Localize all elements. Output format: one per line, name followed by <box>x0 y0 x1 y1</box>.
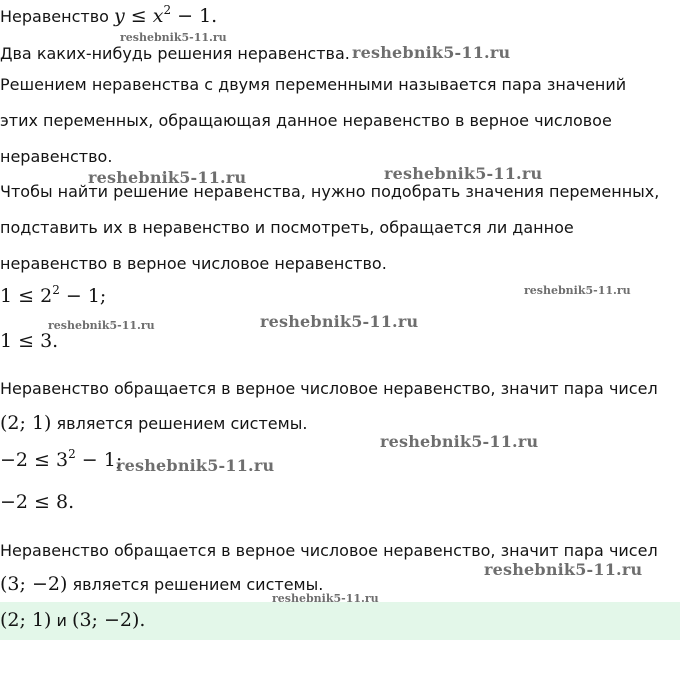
check2-pair: (3; −2) <box>0 573 68 595</box>
check1-post: − 1; <box>59 285 107 307</box>
check1-pair-suffix: является решением системы. <box>51 414 308 433</box>
definition-line-3: неравенство. <box>0 147 113 166</box>
check1-pre: 1 ≤ 2 <box>0 285 53 307</box>
definition-line-1: Решением неравенства с двумя переменными называется пара значений <box>0 75 627 94</box>
watermark: reshebnik5-11.ru <box>260 312 419 331</box>
intro-base: x <box>152 5 164 27</box>
check2-conclusion: Неравенство обращается в верное числовое неравенство, значит пара чисел <box>0 541 658 560</box>
watermark: reshebnik5-11.ru <box>116 456 275 475</box>
check1-pair-line <box>0 413 307 434</box>
intro-formula <box>114 5 217 27</box>
intro-exp: 2 <box>163 3 172 17</box>
method-line-2: подставить их в неравенство и посмотреть, обращается ли данное <box>0 218 574 237</box>
check1-exp: 2 <box>52 283 60 297</box>
method-line-3: неравенство в верное числовое неравенство. <box>0 254 387 273</box>
check1-conclusion: Неравенство обращается в верное числовое неравенство, значит пара чисел <box>0 379 658 398</box>
intro-prefix: Неравенство <box>0 7 114 26</box>
check2-formula-2: −2 ≤ 8. <box>0 491 75 513</box>
watermark: reshebnik5-11.ru <box>88 168 247 187</box>
watermark: reshebnik5-11.ru <box>524 284 631 297</box>
answer-pair-1: (2; 1) <box>0 609 52 631</box>
answer-pair-2: (3; −2) <box>72 609 140 631</box>
answer-end: . <box>139 609 146 631</box>
watermark: reshebnik5-11.ru <box>48 319 155 332</box>
check1-formula-1 <box>0 283 107 307</box>
answer-conj: и <box>51 611 73 630</box>
watermark: reshebnik5-11.ru <box>380 432 539 451</box>
intro-tail: − 1. <box>171 5 218 27</box>
watermark: reshebnik5-11.ru <box>384 164 543 183</box>
task-line: Два каких-нибудь решения неравенства. <box>0 44 350 63</box>
check2-exp: 2 <box>68 447 76 461</box>
check1-pair: (2; 1) <box>0 412 52 434</box>
definition-line-2: этих переменных, обращающая данное неравенство в верное числовое <box>0 111 612 130</box>
watermark: reshebnik5-11.ru <box>120 31 227 44</box>
check2-post: − 1; <box>75 449 123 471</box>
check2-pre: −2 ≤ 3 <box>0 449 69 471</box>
answer-line <box>0 610 145 631</box>
answer-box <box>0 602 680 640</box>
watermark: reshebnik5-11.ru <box>484 560 643 579</box>
intro-lhs: y <box>114 5 125 27</box>
watermark: reshebnik5-11.ru <box>352 43 511 62</box>
watermark: reshebnik5-11.ru <box>272 592 379 605</box>
method-line-1: Чтобы найти решение неравенства, нужно подобрать значения переменных, <box>0 182 660 201</box>
check2-pair-suffix: является решением системы. <box>67 575 324 594</box>
intro-line <box>0 3 218 27</box>
check1-formula-2: 1 ≤ 3. <box>0 330 59 352</box>
intro-rel: ≤ <box>124 5 153 27</box>
check2-formula-1 <box>0 447 123 471</box>
